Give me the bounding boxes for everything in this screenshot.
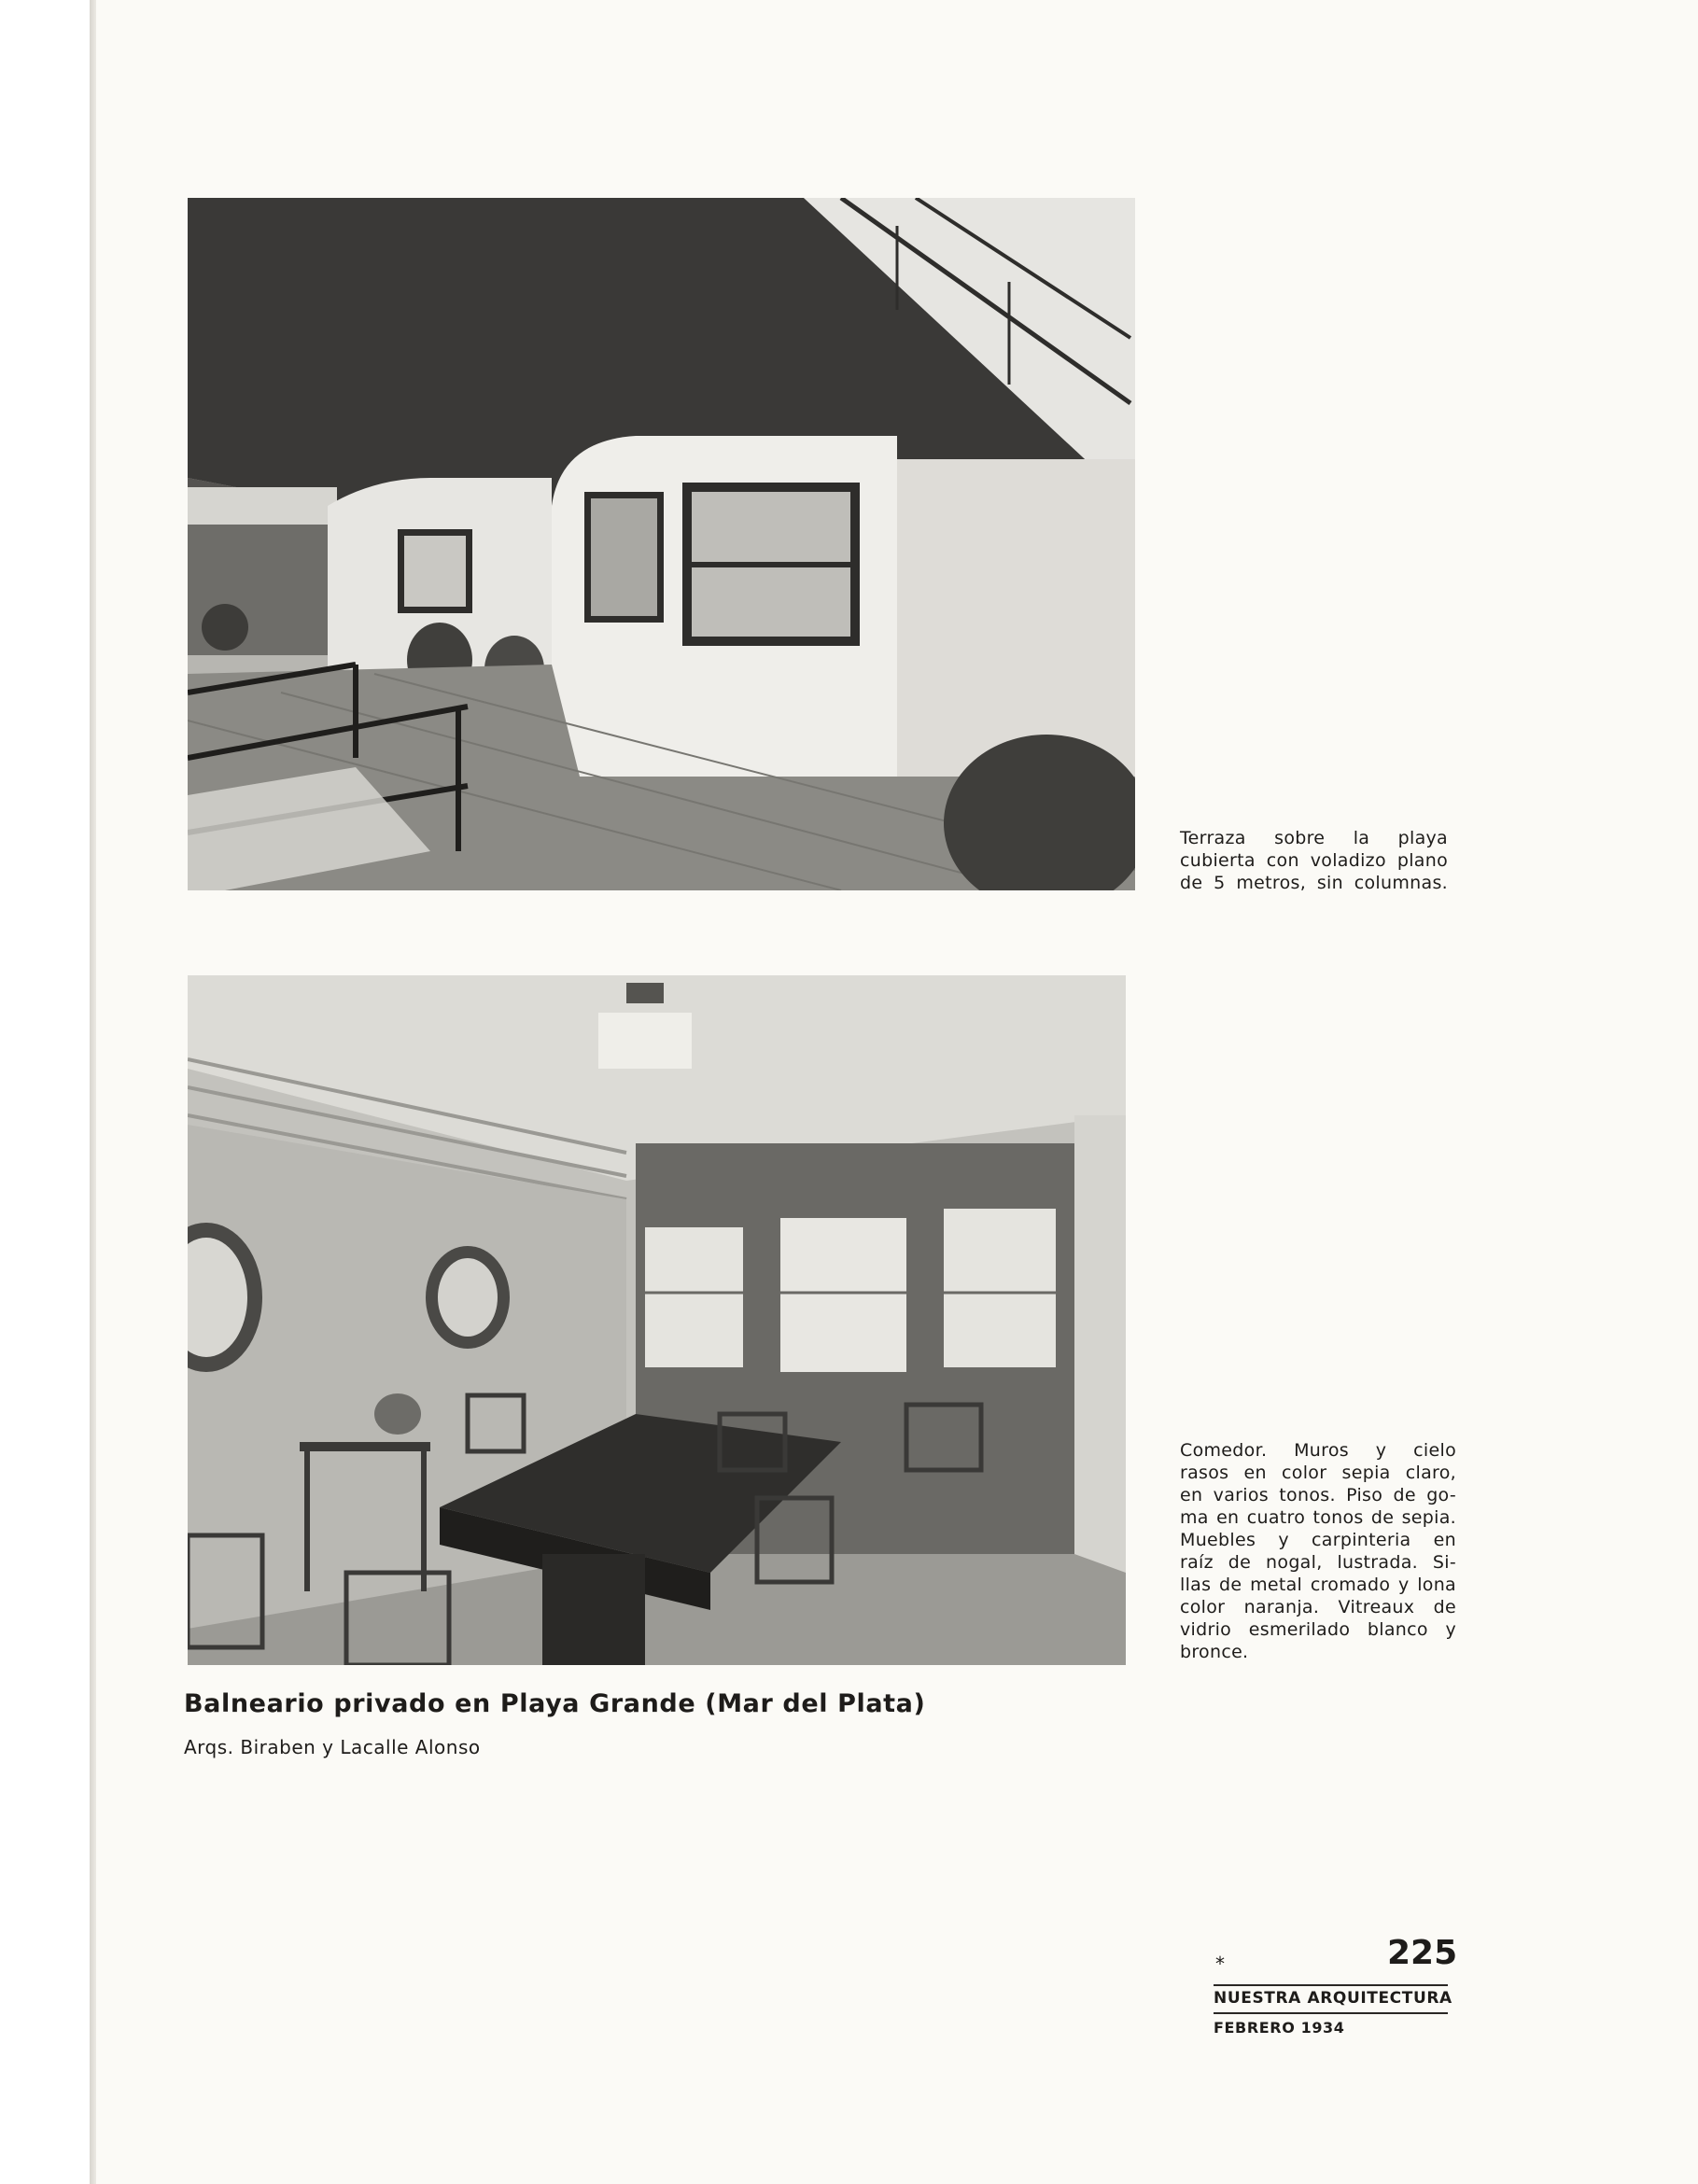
terrace-caption xyxy=(1180,827,1448,894)
page-spine-edge xyxy=(90,0,96,2184)
caption-line: en varios tonos. Piso de go- xyxy=(1180,1485,1456,1505)
caption-line: Comedor. Muros y cielo xyxy=(1180,1440,1456,1461)
caption-line: color naranja. Vitreaux de xyxy=(1180,1597,1456,1617)
caption-line: Muebles y carpinteria en xyxy=(1180,1530,1456,1550)
caption-line: vidrio esmerilado blanco y xyxy=(1180,1619,1456,1640)
terrace-photo xyxy=(188,198,1135,890)
article-architects: Arqs. Biraben y Lacalle Alonso xyxy=(184,1736,481,1758)
dining-room-caption xyxy=(1180,1439,1456,1663)
caption-line: llas de metal cromado y lona xyxy=(1180,1575,1456,1595)
footer-rule xyxy=(1214,1984,1448,1986)
caption-line: de 5 metros, sin columnas. xyxy=(1180,873,1448,893)
footer-star-icon: * xyxy=(1215,1953,1225,1975)
caption-line: Terraza sobre la playa xyxy=(1180,828,1448,848)
issue-date: FEBRERO 1934 xyxy=(1214,2019,1345,2037)
magazine-name: NUESTRA ARQUITECTURA xyxy=(1214,1989,1452,2008)
caption-line: bronce. xyxy=(1180,1642,1249,1662)
caption-line: ma en cuatro tonos de sepia. xyxy=(1180,1507,1456,1528)
page-number: 225 xyxy=(1387,1934,1458,1972)
article-title: Balneario privado en Playa Grande (Mar del Plata) xyxy=(184,1689,926,1718)
caption-line: raíz de nogal, lustrada. Si- xyxy=(1180,1552,1456,1573)
footer-rule xyxy=(1214,2012,1448,2014)
caption-line: rasos en color sepia claro, xyxy=(1180,1463,1456,1483)
caption-line: cubierta con voladizo plano xyxy=(1180,850,1448,871)
dining-room-photo xyxy=(188,975,1126,1665)
